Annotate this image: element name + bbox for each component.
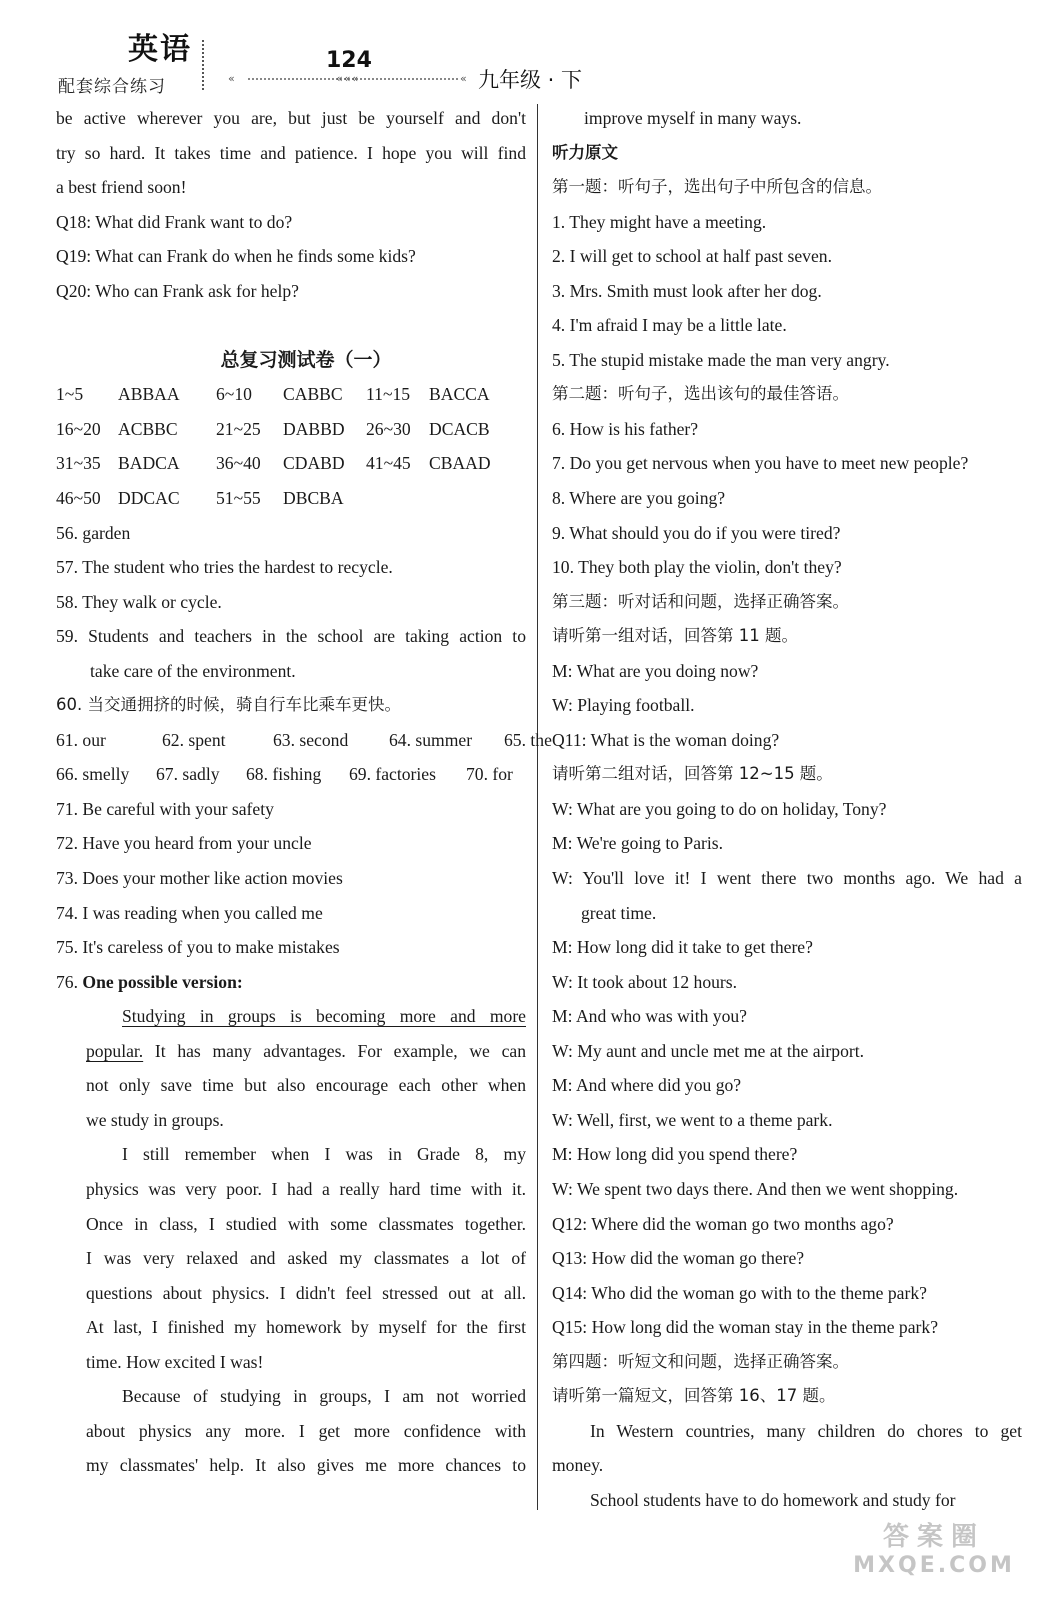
answer-line: 71. Be careful with your safety bbox=[56, 798, 274, 819]
transcript-line: School students have to do homework and study for bbox=[590, 1489, 956, 1510]
answer-row bbox=[56, 446, 526, 481]
group-instruction: 请听第二组对话，回答第 12~15 题。 bbox=[552, 764, 833, 784]
part-instruction: 第二题：听句子，选出该句的最佳答语。 bbox=[552, 384, 849, 404]
answer-range: 46~50 bbox=[56, 488, 101, 509]
transcript-line: W: What are you going to do on holiday, Tony? bbox=[552, 798, 887, 819]
essay-line bbox=[56, 1034, 526, 1069]
book-subject: 英语 bbox=[128, 32, 192, 67]
essay-line: Because of studying in groups, I am not worried bbox=[122, 1386, 526, 1407]
transcript-line: 2. I will get to school at half past seven. bbox=[552, 246, 832, 267]
text-line: be active wherever you are, but just be yourself and don't bbox=[56, 108, 526, 128]
answer-key: CDABD bbox=[283, 453, 345, 474]
essay-line: my classmates' help. It also gives me more chances to bbox=[86, 1455, 526, 1476]
blank-line bbox=[56, 308, 526, 343]
essay-text: It has many advantages. For example, we can bbox=[143, 1040, 526, 1061]
essay-underlined-text: Studying in groups is becoming more and more bbox=[122, 1006, 526, 1027]
answer-line: take care of the environment. bbox=[90, 660, 296, 681]
essay-line: we study in groups. bbox=[86, 1109, 224, 1130]
fill-answer: 62. spent bbox=[162, 729, 226, 750]
answer-key: BACCA bbox=[429, 384, 490, 405]
transcript-line: M: What are you doing now? bbox=[552, 660, 759, 681]
transcript-line: M: How long did it take to get there? bbox=[552, 937, 813, 958]
transcript-line: 4. I'm afraid I may be a little late. bbox=[552, 315, 787, 336]
answer-line: 74. I was reading when you called me bbox=[56, 902, 323, 923]
transcript-line: Q14: Who did the woman go with to the theme park? bbox=[552, 1282, 927, 1303]
answer-line: 59. Students and teachers in the school are taking action to bbox=[56, 626, 526, 647]
question-line: Q19: What can Frank do when he finds some kids? bbox=[56, 246, 416, 267]
answer-number: 76. bbox=[56, 971, 78, 992]
essay-line: physics was very poor. I had a really hard time with it. bbox=[86, 1178, 526, 1199]
transcript-line: W: It took about 12 hours. bbox=[552, 971, 738, 992]
essay-line: not only save time but also encourage each other when bbox=[86, 1075, 526, 1096]
transcript-line: M: And where did you go? bbox=[552, 1075, 742, 1096]
essay-line: I was very relaxed and asked my classmates a lot of bbox=[86, 1248, 526, 1269]
essay-line: At last, I finished my homework by myself for the first bbox=[86, 1317, 526, 1338]
essay-line: questions about physics. I didn't feel stressed out at all. bbox=[86, 1282, 526, 1303]
answer-range: 21~25 bbox=[216, 418, 261, 439]
transcript-line: M: How long did you spend there? bbox=[552, 1144, 798, 1165]
answer-line: 73. Does your mother like action movies bbox=[56, 868, 343, 889]
essay-line: time. How excited I was! bbox=[86, 1351, 264, 1372]
group-instruction: 请听第一组对话，回答第 11 题。 bbox=[552, 626, 798, 646]
fill-answer-row bbox=[56, 757, 526, 792]
answer-key: DDCAC bbox=[118, 488, 180, 509]
watermark-bottom-text: MXQE.COM bbox=[853, 1553, 1015, 1578]
fill-answer: 68. fishing bbox=[246, 764, 322, 785]
essay-line: about physics any more. I get more confidence with bbox=[86, 1420, 526, 1441]
transcript-line: 1. They might have a meeting. bbox=[552, 211, 767, 232]
transcript-line: W: You'll love it! I went there two months ago. We had a bbox=[552, 868, 1022, 889]
fill-answer: 66. smelly bbox=[56, 764, 130, 785]
transcript-line: In Western countries, many children do chores to get bbox=[590, 1420, 1022, 1441]
essay-line bbox=[56, 999, 526, 1034]
answer-range: 26~30 bbox=[366, 418, 411, 439]
answer-key: DABBD bbox=[283, 418, 345, 439]
fill-answer: 70. for bbox=[466, 764, 513, 785]
transcript-line: Q11: What is the woman doing? bbox=[552, 729, 780, 750]
answer-line: 57. The student who tries the hardest to recycle. bbox=[56, 557, 393, 578]
answer-range: 1~5 bbox=[56, 384, 84, 405]
page-header bbox=[0, 0, 1062, 100]
answer-row bbox=[56, 481, 526, 516]
answer-range: 16~20 bbox=[56, 418, 101, 439]
transcript-line: 5. The stupid mistake made the man very angry. bbox=[552, 349, 890, 370]
text-line: improve myself in many ways. bbox=[584, 108, 802, 128]
version-label: One possible version: bbox=[82, 971, 243, 992]
part-instruction: 第三题：听对话和问题，选择正确答案。 bbox=[552, 591, 849, 611]
transcript-line: 8. Where are you going? bbox=[552, 488, 726, 509]
answer-line: 58. They walk or cycle. bbox=[56, 591, 222, 612]
watermark-top-text: 答案圈 bbox=[882, 1522, 985, 1552]
fill-answer: 69. factories bbox=[349, 764, 436, 785]
transcript-line: Q12: Where did the woman go two months ago? bbox=[552, 1213, 894, 1234]
text-line: a best friend soon! bbox=[56, 177, 187, 198]
header-arrows-center: ««« bbox=[336, 72, 360, 85]
answer-key: DBCBA bbox=[283, 488, 344, 509]
transcript-line: 7. Do you get nervous when you have to meet new people? bbox=[552, 453, 969, 474]
transcript-line: money. bbox=[552, 1455, 604, 1476]
transcript-line: W: We spent two days there. And then we went shopping. bbox=[552, 1178, 959, 1199]
transcript-line: 9. What should you do if you were tired? bbox=[552, 522, 841, 543]
fill-answer: 61. our bbox=[56, 729, 106, 750]
essay-underlined-text: popular. bbox=[86, 1040, 144, 1061]
fill-answer-row bbox=[56, 723, 552, 758]
transcript-line: 6. How is his father? bbox=[552, 418, 699, 439]
transcript-line: W: Well, first, we went to a theme park. bbox=[552, 1109, 833, 1130]
part-instruction: 第四题：听短文和问题，选择正确答案。 bbox=[552, 1351, 849, 1371]
text-line: try so hard. It takes time and patience. I hope you will find bbox=[56, 142, 526, 163]
section-title: 总复习测试卷（一） bbox=[220, 348, 392, 371]
transcript-line: M: We're going to Paris. bbox=[552, 833, 723, 854]
answer-range: 36~40 bbox=[216, 453, 261, 474]
question-line: Q18: What did Frank want to do? bbox=[56, 211, 293, 232]
answer-key: BADCA bbox=[118, 453, 180, 474]
essay-line: I still remember when I was in Grade 8, my bbox=[122, 1144, 526, 1165]
answer-row bbox=[56, 412, 526, 447]
fill-answer: 67. sadly bbox=[156, 764, 220, 785]
fill-answer: 63. second bbox=[273, 729, 349, 750]
transcript-line: great time. bbox=[581, 902, 657, 923]
essay-line: Once in class, I studied with some classmates together. bbox=[86, 1213, 526, 1234]
book-series: 配套综合练习 bbox=[58, 77, 166, 97]
grade-label: 九年级 · 下 bbox=[478, 68, 583, 92]
left-column bbox=[56, 101, 552, 1483]
answer-line: 60. 当交通拥挤的时候，骑自行车比乘车更快。 bbox=[56, 695, 401, 715]
answer-key: ACBBC bbox=[118, 418, 178, 439]
answer-range: 11~15 bbox=[366, 384, 411, 405]
answer-range: 51~55 bbox=[216, 488, 261, 509]
group-instruction: 请听第一篇短文，回答第 16、17 题。 bbox=[552, 1386, 836, 1406]
answer-key: CBAAD bbox=[429, 453, 491, 474]
transcript-line: 10. They both play the violin, don't they? bbox=[552, 557, 842, 578]
question-line: Q20: Who can Frank ask for help? bbox=[56, 280, 299, 301]
column-divider bbox=[537, 104, 538, 1510]
transcript-heading: 听力原文 bbox=[552, 142, 618, 162]
site-watermark bbox=[834, 1516, 1034, 1578]
answer-key: DCACB bbox=[429, 418, 490, 439]
answer-range: 6~10 bbox=[216, 384, 252, 405]
fill-answer: 65. the bbox=[504, 729, 552, 750]
answer-line: 72. Have you heard from your uncle bbox=[56, 833, 312, 854]
transcript-line: W: Playing football. bbox=[552, 695, 695, 716]
transcript-line: Q13: How did the woman go there? bbox=[552, 1248, 805, 1269]
transcript-line: M: And who was with you? bbox=[552, 1006, 747, 1027]
answer-row bbox=[56, 377, 526, 412]
header-arrows-right: « bbox=[460, 72, 468, 85]
answer-line: 56. garden bbox=[56, 522, 131, 543]
transcript-line: Q15: How long did the woman stay in the theme park? bbox=[552, 1317, 939, 1338]
header-arrows-left: « bbox=[228, 72, 236, 85]
answer-line: 75. It's careless of you to make mistakes bbox=[56, 937, 340, 958]
answer-key: CABBC bbox=[283, 384, 343, 405]
fill-answer: 64. summer bbox=[389, 729, 473, 750]
answer-key: ABBAA bbox=[118, 384, 180, 405]
transcript-line: W: My aunt and uncle met me at the airport. bbox=[552, 1040, 865, 1061]
page-number: 124 bbox=[326, 48, 372, 73]
answer-range: 31~35 bbox=[56, 453, 101, 474]
part-instruction: 第一题：听句子，选出句子中所包含的信息。 bbox=[552, 177, 882, 197]
answer-range: 41~45 bbox=[366, 453, 411, 474]
answer-line-76 bbox=[56, 965, 526, 1000]
header-separator bbox=[202, 40, 204, 90]
transcript-line: 3. Mrs. Smith must look after her dog. bbox=[552, 280, 822, 301]
right-column bbox=[552, 101, 1022, 1517]
